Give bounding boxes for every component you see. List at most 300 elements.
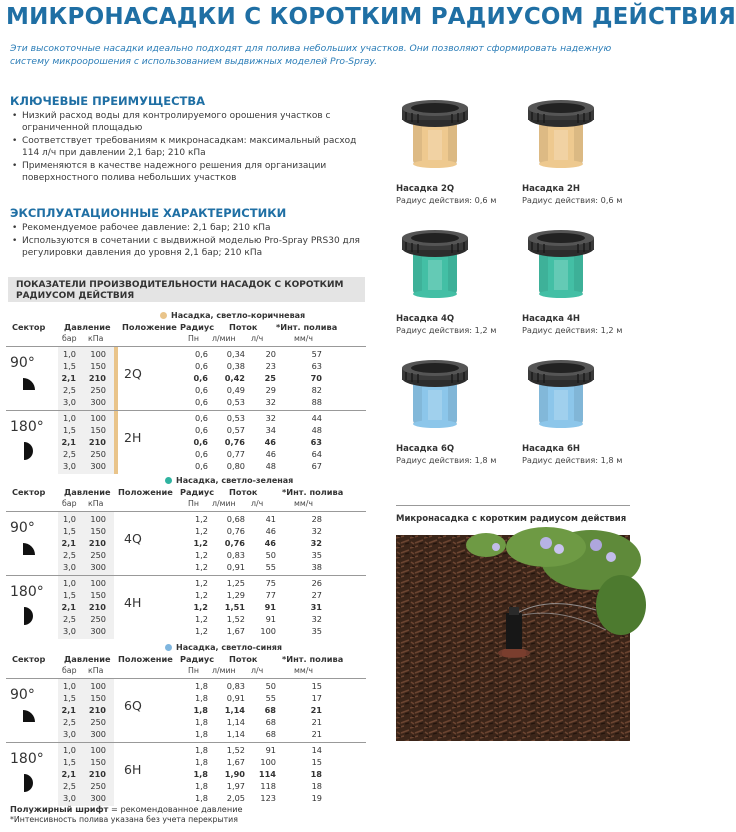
table-cell: 46 — [265, 526, 276, 536]
table-cell: 1,29 — [226, 590, 245, 600]
table-cell: 0,42 — [224, 373, 245, 383]
table-cell: 75 — [265, 578, 276, 588]
table-cell: 1,67 — [226, 757, 245, 767]
nozzle-image — [526, 360, 596, 432]
table-cell: 1,67 — [226, 626, 245, 636]
table-row — [6, 705, 366, 716]
table-block — [6, 678, 366, 742]
table-row — [6, 361, 366, 372]
table-cell: 15 — [311, 681, 322, 691]
col-intensity: *Инт. полива — [282, 654, 344, 664]
unit-mmh: мм/ч — [294, 666, 313, 675]
color-dot-icon — [160, 312, 167, 319]
table-cell: 77 — [265, 590, 276, 600]
table-cell: 46 — [264, 437, 276, 447]
nozzle-name: Насадка 6Q — [396, 444, 455, 454]
table-cell: 0,6 — [194, 361, 208, 371]
table-cell: 32 — [311, 526, 322, 536]
table-cell: 1,2 — [194, 526, 208, 536]
nozzle-legend: Насадка, светло-коричневая — [160, 311, 305, 320]
unit-mmh: мм/ч — [294, 499, 313, 508]
table-cell: 210 — [88, 705, 106, 715]
table-cell: 0,80 — [226, 461, 245, 471]
nozzle-model: 6H — [124, 762, 142, 777]
table-cell: 300 — [90, 626, 106, 636]
table-cell: 300 — [90, 461, 106, 471]
list-item: • Рекомендуемое рабочее давление: 2,1 бар; 210 кПа — [10, 222, 365, 234]
table-cell: 82 — [311, 385, 322, 395]
table-cell: 55 — [265, 562, 276, 572]
table-cell: 100 — [260, 757, 276, 767]
list-item: • Используются в сочетании с выдвижной моделью Pro-Spray PRS30 для регулировки давления до уровня 2,1 бар; 210 кПа — [10, 235, 365, 259]
table-cell: 32 — [310, 538, 322, 548]
nozzle-model: 4Q — [124, 531, 142, 546]
table-row — [6, 681, 366, 692]
nozzle-image — [400, 100, 470, 172]
table-cell: 1,5 — [62, 526, 76, 536]
table-cell: 14 — [311, 745, 322, 755]
table-cell: 0,57 — [226, 425, 245, 435]
table-row — [6, 373, 366, 384]
unit-m: Пн — [188, 666, 199, 675]
table-cell: 38 — [311, 562, 322, 572]
table-cell: 1,0 — [62, 413, 76, 423]
table-cell: 150 — [90, 590, 106, 600]
table-row — [6, 757, 366, 768]
footnote-intensity: *Интенсивность полива указана без учета перекрытия — [10, 815, 238, 824]
sector-angle: 180° — [10, 419, 44, 435]
table-cell: 123 — [260, 793, 276, 803]
unit-bar: бар — [62, 334, 77, 343]
table-cell: 300 — [90, 397, 106, 407]
table-cell: 0,77 — [226, 449, 245, 459]
table-cell: 1,2 — [193, 538, 208, 548]
table-cell: 100 — [90, 413, 106, 423]
table-cell: 1,0 — [62, 745, 76, 755]
unit-kpa: кПа — [88, 666, 104, 675]
table-cell: 70 — [310, 373, 322, 383]
table-cell: 0,6 — [194, 397, 208, 407]
specs-list — [10, 222, 365, 260]
table-cell: 68 — [265, 729, 276, 739]
table-cell: 250 — [90, 614, 106, 624]
table-cell: 150 — [90, 757, 106, 767]
table-cell: 1,2 — [194, 614, 208, 624]
table-cell: 2,1 — [61, 705, 76, 715]
table-cell: 44 — [311, 413, 322, 423]
nozzle-model: 4H — [124, 595, 142, 610]
table-cell: 2,1 — [61, 538, 76, 548]
table-cell: 2,1 — [61, 602, 76, 612]
table-heading: ПОКАЗАТЕЛИ ПРОИЗВОДИТЕЛЬНОСТИ НАСАДОК С КОРОТКИМ РАДИУСОМ ДЕЙСТВИЯ — [8, 277, 365, 302]
table-cell: 1,5 — [62, 425, 76, 435]
unit-kpa: кПа — [88, 334, 104, 343]
table-cell: 41 — [265, 514, 276, 524]
unit-lmin: л/мин — [212, 334, 236, 343]
table-cell: 3,0 — [62, 461, 76, 471]
table-cell: 2,05 — [226, 793, 245, 803]
col-position: Положение — [122, 322, 177, 332]
table-cell: 1,14 — [224, 705, 245, 715]
unit-lh: л/ч — [251, 334, 264, 343]
table-cell: 50 — [265, 550, 276, 560]
table-cell: 21 — [310, 705, 322, 715]
table-cell: 0,68 — [226, 514, 245, 524]
table-block — [6, 742, 366, 806]
table-cell: 210 — [88, 538, 106, 548]
table-row — [6, 385, 366, 396]
table-cell: 0,6 — [194, 413, 208, 423]
nozzle-legend: Насадка, светло-синяя — [165, 643, 282, 652]
col-flow: Поток — [229, 487, 258, 497]
table-cell: 2,5 — [62, 385, 76, 395]
col-pressure: Давление — [64, 322, 111, 332]
col-radius: Радиус — [180, 322, 215, 332]
table-cell: 0,76 — [226, 526, 245, 536]
table-cell: 210 — [88, 602, 106, 612]
table-cell: 28 — [311, 514, 322, 524]
table-cell: 250 — [90, 449, 106, 459]
nozzle-name: Насадка 2H — [522, 184, 580, 194]
table-cell: 210 — [88, 373, 106, 383]
table-cell: 48 — [311, 425, 322, 435]
table-cell: 67 — [311, 461, 322, 471]
table-cell: 46 — [265, 449, 276, 459]
table-block — [6, 575, 366, 639]
nozzle-radius: Радиус действия: 1,2 м — [396, 325, 497, 335]
table-row — [6, 514, 366, 525]
sector-angle: 90° — [10, 687, 35, 703]
table-cell: 63 — [311, 361, 322, 371]
footnote-bold: Полужирный шрифт = рекомендованное давление — [10, 804, 243, 814]
table-cell: 2,1 — [61, 373, 76, 383]
table-cell: 2,5 — [62, 550, 76, 560]
table-cell: 0,6 — [194, 449, 208, 459]
table-cell: 0,53 — [226, 413, 245, 423]
table-cell: 0,6 — [194, 385, 208, 395]
table-cell: 23 — [265, 361, 276, 371]
table-cell: 1,8 — [194, 717, 208, 727]
table-cell: 1,2 — [194, 590, 208, 600]
table-cell: 0,6 — [193, 373, 208, 383]
nozzle-legend: Насадка, светло-зеленая — [165, 476, 293, 485]
col-position: Положение — [118, 487, 173, 497]
table-row — [6, 425, 366, 436]
table-cell: 1,5 — [62, 361, 76, 371]
table-cell: 100 — [90, 514, 106, 524]
table-cell: 31 — [310, 602, 322, 612]
table-cell: 1,5 — [62, 757, 76, 767]
table-cell: 1,2 — [194, 626, 208, 636]
table-cell: 0,6 — [194, 349, 208, 359]
table-cell: 0,76 — [224, 538, 245, 548]
list-item: • Применяются в качестве надежного решения для организации поверхностного полива небольших участков — [10, 160, 365, 184]
table-block — [6, 346, 366, 410]
table-row — [6, 717, 366, 728]
table-cell: 100 — [90, 681, 106, 691]
table-cell: 250 — [90, 550, 106, 560]
table-row — [6, 449, 366, 460]
list-item: • Низкий расход воды для контролируемого орошения участков с ограниченной площадью — [10, 110, 365, 134]
table-cell: 1,8 — [194, 681, 208, 691]
advantages-list — [10, 110, 365, 185]
table-row — [6, 562, 366, 573]
nozzle-name: Насадка 4Q — [396, 314, 455, 324]
table-cell: 100 — [90, 578, 106, 588]
table-cell: 68 — [264, 705, 276, 715]
table-cell: 1,14 — [226, 729, 245, 739]
table-cell: 1,14 — [226, 717, 245, 727]
nozzle-name: Насадка 4H — [522, 314, 580, 324]
table-cell: 63 — [310, 437, 322, 447]
table-row — [6, 578, 366, 589]
table-cell: 2,5 — [62, 717, 76, 727]
nozzle-model: 6Q — [124, 698, 142, 713]
table-cell: 2,1 — [61, 437, 76, 447]
table-cell: 3,0 — [62, 729, 76, 739]
table-cell: 1,8 — [194, 745, 208, 755]
table-cell: 32 — [311, 614, 322, 624]
unit-lh: л/ч — [251, 666, 264, 675]
table-cell: 46 — [264, 538, 276, 548]
advantages-heading: КЛЮЧЕВЫЕ ПРЕИМУЩЕСТВА — [10, 94, 206, 108]
specs-heading: ЭКСПЛУАТАЦИОННЫЕ ХАРАКТЕРИСТИКИ — [10, 206, 287, 220]
table-cell: 2,5 — [62, 614, 76, 624]
nozzle-image — [526, 100, 596, 172]
sector-angle: 90° — [10, 520, 35, 536]
table-cell: 35 — [311, 550, 322, 560]
unit-m: Пн — [188, 499, 199, 508]
table-cell: 100 — [90, 745, 106, 755]
table-cell: 1,97 — [226, 781, 245, 791]
table-cell: 64 — [311, 449, 322, 459]
table-row — [6, 349, 366, 360]
table-cell: 0,83 — [226, 681, 245, 691]
col-intensity: *Инт. полива — [276, 322, 338, 332]
table-cell: 2,5 — [62, 449, 76, 459]
table-cell: 27 — [311, 590, 322, 600]
table-cell: 0,91 — [226, 562, 245, 572]
unit-bar: бар — [62, 499, 77, 508]
table-cell: 25 — [264, 373, 276, 383]
table-cell: 21 — [311, 717, 322, 727]
unit-lmin: л/мин — [212, 499, 236, 508]
col-radius: Радиус — [180, 487, 215, 497]
sector-angle: 90° — [10, 355, 35, 371]
table-row — [6, 413, 366, 424]
nozzle-model: 2Q — [124, 366, 142, 381]
table-row — [6, 526, 366, 537]
table-cell: 100 — [260, 626, 276, 636]
table-cell: 1,8 — [193, 705, 208, 715]
table-block — [6, 410, 366, 474]
table-cell: 29 — [265, 385, 276, 395]
table-cell: 1,5 — [62, 693, 76, 703]
nozzle-name: Насадка 2Q — [396, 184, 455, 194]
unit-kpa: кПа — [88, 499, 104, 508]
table-cell: 0,53 — [226, 397, 245, 407]
table-cell: 34 — [265, 425, 276, 435]
col-sector: Сектор — [12, 487, 46, 497]
photo-caption: Микронасадка с коротким радиусом действия — [396, 514, 627, 524]
table-cell: 0,6 — [194, 461, 208, 471]
table-cell: 250 — [90, 717, 106, 727]
table-cell: 1,8 — [194, 729, 208, 739]
sector-angle: 180° — [10, 751, 44, 767]
table-row — [6, 550, 366, 561]
nozzle-image — [400, 230, 470, 302]
sector-angle: 180° — [10, 584, 44, 600]
table-cell: 0,76 — [224, 437, 245, 447]
col-position: Положение — [118, 654, 173, 664]
table-cell: 1,0 — [62, 681, 76, 691]
table-cell: 1,2 — [194, 514, 208, 524]
nozzle-radius: Радиус действия: 1,2 м — [522, 325, 623, 335]
table-row — [6, 614, 366, 625]
color-dot-icon — [165, 644, 172, 651]
table-cell: 1,8 — [194, 693, 208, 703]
table-cell: 68 — [265, 717, 276, 727]
table-cell: 2,1 — [61, 769, 76, 779]
table-cell: 88 — [311, 397, 322, 407]
table-cell: 100 — [90, 349, 106, 359]
nozzle-radius: Радиус действия: 0,6 м — [396, 195, 497, 205]
table-cell: 1,8 — [193, 769, 208, 779]
table-cell: 26 — [311, 578, 322, 588]
table-block — [6, 511, 366, 575]
table-cell: 91 — [265, 614, 276, 624]
table-row — [6, 590, 366, 601]
table-cell: 0,49 — [226, 385, 245, 395]
table-cell: 150 — [90, 425, 106, 435]
table-cell: 0,91 — [226, 693, 245, 703]
table-cell: 48 — [265, 461, 276, 471]
table-cell: 1,90 — [224, 769, 245, 779]
table-row — [6, 538, 366, 549]
table-row — [6, 397, 366, 408]
col-sector: Сектор — [12, 322, 46, 332]
table-cell: 150 — [90, 526, 106, 536]
nozzle-radius: Радиус действия: 1,8 м — [522, 455, 623, 465]
intro-text: Эти высокоточные насадки идеально подходят для полива небольших участков. Они позволяют сформировать надежную систему микроорошения с использованием выдвижных моделей Pro-Spray. — [10, 43, 612, 67]
list-item: • Соответствует требованиям к микронасадкам: максимальный расход 114 л/ч при давлении 2,1 бар; 210 кПа — [10, 135, 365, 159]
table-cell: 17 — [311, 693, 322, 703]
table-row — [6, 437, 366, 448]
table-cell: 150 — [90, 693, 106, 703]
col-pressure: Давление — [64, 487, 111, 497]
table-cell: 18 — [311, 781, 322, 791]
col-radius: Радиус — [180, 654, 215, 664]
table-cell: 3,0 — [62, 793, 76, 803]
table-row — [6, 729, 366, 740]
table-cell: 150 — [90, 361, 106, 371]
table-cell: 1,52 — [226, 745, 245, 755]
table-row — [6, 793, 366, 804]
table-cell: 20 — [265, 349, 276, 359]
table-cell: 300 — [90, 729, 106, 739]
table-cell: 32 — [265, 413, 276, 423]
table-cell: 1,2 — [193, 602, 208, 612]
table-cell: 114 — [258, 769, 276, 779]
unit-mmh: мм/ч — [294, 334, 313, 343]
nozzle-image — [400, 360, 470, 432]
table-cell: 3,0 — [62, 562, 76, 572]
table-cell: 1,2 — [194, 562, 208, 572]
table-cell: 1,2 — [194, 550, 208, 560]
table-cell: 1,0 — [62, 578, 76, 588]
table-cell: 15 — [311, 757, 322, 767]
table-cell: 2,5 — [62, 781, 76, 791]
table-row — [6, 626, 366, 637]
table-cell: 0,6 — [194, 425, 208, 435]
table-cell: 210 — [88, 437, 106, 447]
table-row — [6, 602, 366, 613]
page-title: МИКРОНАСАДКИ С КОРОТКИМ РАДИУСОМ ДЕЙСТВИЯ — [6, 4, 736, 30]
table-row — [6, 745, 366, 756]
table-cell: 3,0 — [62, 626, 76, 636]
table-cell: 1,51 — [224, 602, 245, 612]
table-cell: 250 — [90, 781, 106, 791]
table-cell: 57 — [311, 349, 322, 359]
table-row — [6, 461, 366, 472]
table-cell: 91 — [264, 602, 276, 612]
table-cell: 0,6 — [193, 437, 208, 447]
table-cell: 1,2 — [194, 578, 208, 588]
table-cell: 1,8 — [194, 757, 208, 767]
table-cell: 300 — [90, 793, 106, 803]
table-cell: 1,8 — [194, 781, 208, 791]
table-cell: 0,34 — [226, 349, 245, 359]
table-cell: 210 — [88, 769, 106, 779]
table-cell: 18 — [310, 769, 322, 779]
table-cell: 1,5 — [62, 590, 76, 600]
table-cell: 1,0 — [62, 514, 76, 524]
col-intensity: *Инт. полива — [282, 487, 344, 497]
table-cell: 35 — [311, 626, 322, 636]
divider — [396, 505, 630, 506]
table-cell: 21 — [311, 729, 322, 739]
table-cell: 1,0 — [62, 349, 76, 359]
table-cell: 300 — [90, 562, 106, 572]
nozzle-name: Насадка 6H — [522, 444, 580, 454]
table-cell: 250 — [90, 385, 106, 395]
table-cell: 55 — [265, 693, 276, 703]
nozzle-image — [526, 230, 596, 302]
unit-m: Пн — [188, 334, 199, 343]
table-cell: 32 — [265, 397, 276, 407]
table-cell: 0,38 — [226, 361, 245, 371]
table-row — [6, 769, 366, 780]
unit-lh: л/ч — [251, 499, 264, 508]
table-cell: 1,52 — [226, 614, 245, 624]
product-photo — [396, 535, 630, 741]
nozzle-radius: Радиус действия: 0,6 м — [522, 195, 623, 205]
unit-bar: бар — [62, 666, 77, 675]
col-flow: Поток — [229, 654, 258, 664]
table-row — [6, 781, 366, 792]
table-cell: 1,8 — [194, 793, 208, 803]
col-pressure: Давление — [64, 654, 111, 664]
col-sector: Сектор — [12, 654, 46, 664]
unit-lmin: л/мин — [212, 666, 236, 675]
table-cell: 91 — [265, 745, 276, 755]
table-cell: 118 — [260, 781, 276, 791]
table-cell: 0,83 — [226, 550, 245, 560]
nozzle-model: 2H — [124, 430, 142, 445]
col-flow: Поток — [229, 322, 258, 332]
table-cell: 19 — [311, 793, 322, 803]
table-cell: 3,0 — [62, 397, 76, 407]
